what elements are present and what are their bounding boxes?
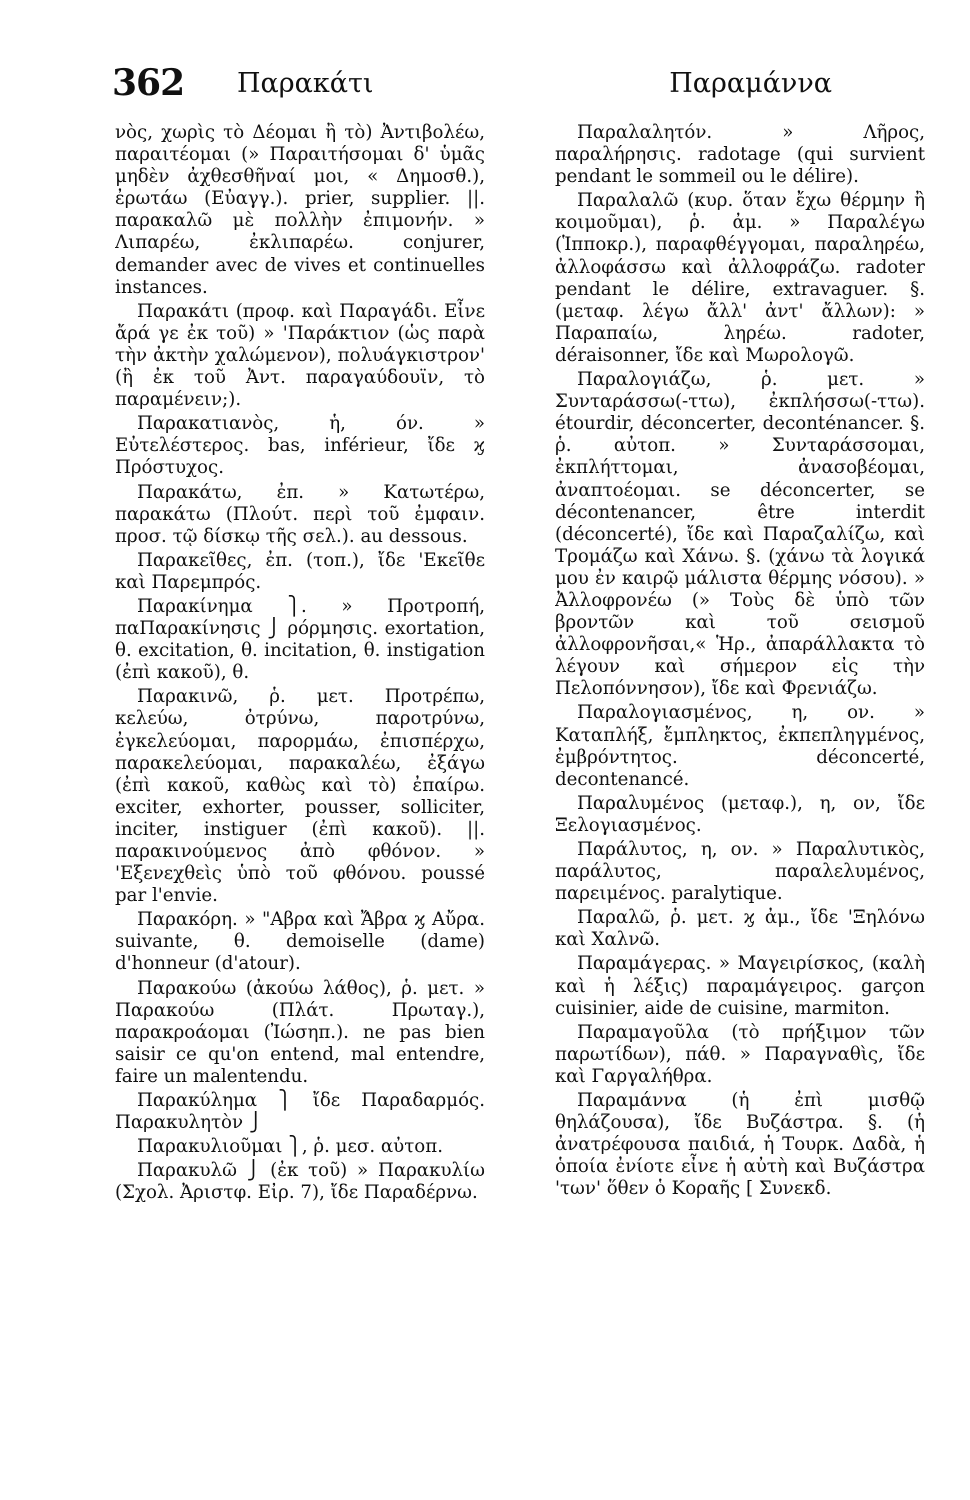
dictionary-entry: Παρακατιανὸς, ἡ, όν. » Εὐτελέστερος. bas, inférieur, ἴδε ϗ Πρόστυχος. (115, 413, 485, 479)
dictionary-entry: Παραλαλῶ (κυρ. ὅταν ἔχω θέρμην ἢ κοιμοῦμαι), ῥ. ἀμ. » Παραλέγω (Ἱπποκρ.), παραφθέγγομαι, παραληρέω, ἀλλοφάσσω καὶ ἀλλοφράζω. radoter pendant le délire, extravaguer. §. (μεταφ. λέγω ἄλλ' ἀντ' ἄλλων): » Παραπαίω, ληρέω. radoter, déraisonner, ἴδε καὶ Μωρολογῶ. (555, 190, 925, 366)
dictionary-entry: Παρακόρη. » "Αβρα καὶ Ἄβρα ϗ Αὔρα. suivante, θ. demoiselle (dame) d'honneur (d'atour). (115, 909, 485, 975)
dictionary-entry: Παραλογιασμένος, η, ον. » Καταπλήξ, ἔμπληκτος, ἐκπεπληγμένος, ἐμβρόντητος. déconcerté, decontenancé. (555, 702, 925, 790)
dictionary-entry: Παρακάτω, ἐπ. » Κατωτέρω, παρακάτω (Πλούτ. περὶ τοῦ ἐμφαιν. προσ. τῷ δίσκῳ τῆς σελ.). au dessous. (115, 481, 485, 547)
dictionary-entry: νὸς, χωρὶς τὸ Δέομαι ἢ τὸ) Ἀντιβολέω, παραιτέομαι (» Παραιτήσομαι δ' ὑμᾶς μηδὲν ἀχθεσθῆναί μοι, « Δημοσθ.), ἐρωτάω (Εὐαγγ.). prier, supplier. ||. παρακαλῶ μὲ πολλὴν ἐπιμονήν. » Λιπαρέω, ἐκλιπαρέω. conjurer, demander avec de vives et continuelles instances. (115, 122, 485, 298)
dictionary-entry: Παρακύλημα ⎫ ἴδε Παραδαρμός. Παρακυλητὸν ⎭ (115, 1090, 485, 1134)
left-running-headword: Παρακάτι (237, 68, 374, 99)
dictionary-entry: Παράλυτος, η, ον. » Παραλυτικὸς, παράλυτος, παραλελυμένος, παρειμένος. paralytique. (555, 839, 925, 905)
dictionary-entry: Παραλῶ, ῥ. μετ. ϗ ἀμ., ἴδε 'Ξηλόνω καὶ Χαλνῶ. (555, 907, 925, 951)
dictionary-entry: Παραμάννα (ἡ ἐπὶ μισθῷ θηλάζουσα), ἴδε Βυζάστρα. §. (ἡ ἀνατρέφουσα παιδιά, ἡ Τουρκ. Δαδὰ, ἡ ὁποία ἐνίοτε εἶνε ἡ αὐτὴ καὶ Βυζάστρα 'των' ὅθεν ὁ Κοραῆς [ Συνεκδ. (555, 1090, 925, 1200)
dictionary-entry: Παραλογιάζω, ῥ. μετ. » Συνταράσσω(-ττω), ἐκπλήσσω(-ττω). étourdir, déconcerter, deconténancer. §. ῥ. αὐτοπ. » Συνταράσσομαι, ἐκπλήττομαι, ἀνασοβέομαι, ἀναπτοέομαι. se déconcerter, se décontenancer, être interdit (déconcerté), ἴδε καὶ Παραζαλίζω, καὶ Τρομάζω καὶ Χάνω. §. (χάνω τὰ λογικά μου ἐν καιρῷ μάλιστα θέρμης νόσου). » Ἀλλοφρονέω (» Τοὺς δὲ ὑπὸ τῶν βροντῶν καὶ τοῦ σεισμοῦ ἀλλοφρονῆσαι,« Ἡρ., ἀπαράλλακτα τὸ λέγουν καὶ σήμερον εἰς τὴν Πελοπόννησον), ἴδε καὶ Φρενιάζω. (555, 369, 925, 700)
dictionary-entry: Παρακυλῶ ⎭ (ἐκ τοῦ) » Παρακυλίω (Σχολ. Ἀριστφ. Εἰρ. 7), ἴδε Παραδέρνω. (115, 1160, 485, 1204)
left-column (115, 122, 485, 1407)
page-number: 362 (112, 62, 185, 104)
dictionary-entry: Παραλυμένος (μεταφ.), η, ον, ἴδε Ξελογιασμένος. (555, 792, 925, 836)
dictionary-entry: Παρακινῶ, ῥ. μετ. Προτρέπω, κελεύω, ὀτρύνω, παροτρύνω, ἐγκελεύομαι, παρορμάω, ἐπισπέρχω, παρακελεύομαι, παρακαλέω, ἐξάγω (ἐπὶ κακοῦ, καθὼς καὶ τὸ) ἐπαίρω. exciter, exhorter, pousser, solliciter, inciter, instiguer (ἐπὶ κακοῦ). ||. παρακινούμενος ἀπὸ φθόνον. » 'Εξενεχθεὶς ὑπὸ τοῦ φθόνου. poussé par l'envie. (115, 686, 485, 907)
dictionary-entry: Παρακυλιοῦμαι ⎫, ῥ. μεσ. αὐτοπ. (137, 1136, 443, 1158)
dictionary-entry: Παρακίνημα ⎫. » Προτροπή, παΠαρακίνησις ⎭ ρόρμησις. exortation, θ. excitation, θ. incitation, θ. instigation (ἐπὶ κακοῦ), θ. (115, 595, 485, 684)
dictionary-entry: Παρακούω (ἀκούω λάθος), ῥ. μετ. » Παρακούω (Πλάτ. Πρωταγ.), παρακροάομαι (Ἰώσηπ.). ne pas bien saisir ce qu'on entend, mal entendre, faire un malentendu. (115, 977, 485, 1087)
page-header (112, 62, 832, 106)
right-column (555, 122, 925, 1407)
dictionary-entry: Παρακάτι (προφ. καὶ Παραγάδι. Εἶνε ἄρά γε ἐκ τοῦ) » 'Παράκτιον (ὡς παρὰ τὴν ἀκτὴν χαλώμενον), πολυάγκιστρον' (ἢ ἐκ τοῦ Ἀντ. παραγαύδουϊν, τὸ παραμένειν;). (115, 300, 485, 411)
dictionary-entry: Παραλαλητόν. » Λῆρος, παραλήρησις. radotage (qui survient pendant le sommeil ou le délire). (555, 122, 925, 188)
dictionary-entry: Παρακεῖθες, ἐπ. (τοπ.), ἴδε 'Εκεῖθε καὶ Παρεμπρός. (115, 549, 485, 593)
dictionary-entry: Παραμάγερας. » Μαγειρίσκος, (καλὴ καὶ ἡ λέξις) παραμάγειρος. garçon cuisinier, aide de cuisine, marmiton. (555, 953, 925, 1019)
right-running-headword: Παραμάννα (669, 68, 832, 99)
dictionary-entry: Παραμαγοῦλα (τὸ πρήξιμον τῶν παρωτίδων), πάθ. » Παραγναθὶς, ἴδε καὶ Γαργαλήθρα. (555, 1021, 925, 1087)
